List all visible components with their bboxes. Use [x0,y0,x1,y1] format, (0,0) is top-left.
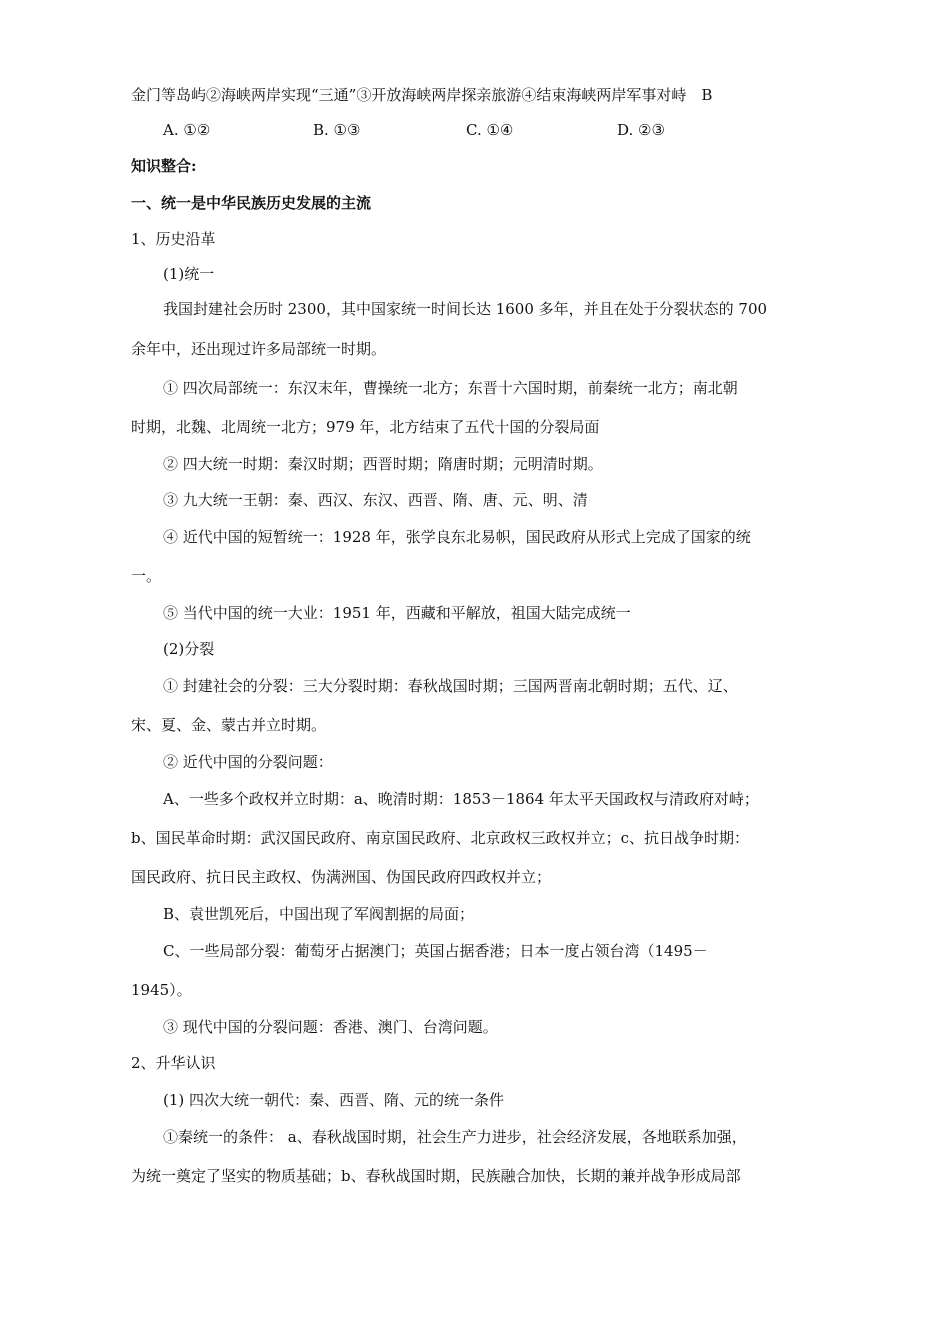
list-item-division-2: ② 近代中国的分裂问题： [163,753,333,771]
list-item-unity-3: ③ 九大统一王朝：秦、西汉、东汉、西晋、隋、唐、元、明、清 [163,491,588,509]
subheading-four-dynasties: (1) 四次大统一朝代：秦、西晋、隋、元的统一条件 [163,1091,505,1109]
list-item-qin-conditions-cont: 为统一奠定了坚实的物质基础；b、春秋战国时期，民族融合加快，长期的兼并战争形成局部 [131,1167,741,1185]
list-item-division-c: C、一些局部分裂：葡萄牙占据澳门；英国占据香港；日本一度占领台湾（1495－ [163,942,708,960]
subheading-unity: (1)统一 [163,265,215,283]
list-item-unity-5: ⑤ 当代中国的统一大业：1951 年，西藏和平解放，祖国大陆完成统一 [163,604,631,622]
paragraph-line: 余年中，还出现过许多局部统一时期。 [131,340,387,358]
list-item-unity-4-cont: 一。 [131,567,162,585]
subheading-insight: 2、升华认识 [131,1054,216,1072]
list-item-division-a: A、一些多个政权并立时期：a、晚清时期：1853－1864 年太平天国政权与清政府对峙； [163,790,759,808]
list-item-division-a-cont: b、国民革命时期：武汉国民政府、南京国民政府、北京政权三政权并立；c、抗日战争时期： [131,829,750,847]
list-item-unity-1: ① 四次局部统一：东汉末年，曹操统一北方；东晋十六国时期，前秦统一北方；南北朝 [163,379,738,397]
list-item-division-3: ③ 现代中国的分裂问题：香港、澳门、台湾问题。 [163,1018,498,1036]
heading-section-1: 一、统一是中华民族历史发展的主流 [131,194,372,212]
list-item-division-1: ① 封建社会的分裂：三大分裂时期：春秋战国时期；三国两晋南北朝时期；五代、辽、 [163,677,738,695]
option-a: A. ①② [163,121,211,139]
list-item-division-a-cont: 国民政府、抗日民主政权、伪满洲国、伪国民政府四政权并立； [131,868,552,886]
list-item-unity-2: ② 四大统一时期：秦汉时期；西晋时期；隋唐时期；元明清时期。 [163,455,603,473]
option-b: B. ①③ [313,121,361,139]
heading-knowledge: 知识整合: [131,157,197,175]
option-c: C. ①④ [466,121,514,139]
list-item-qin-conditions: ①秦统一的条件： a、春秋战国时期，社会生产力进步，社会经济发展，各地联系加强， [163,1128,747,1146]
list-item-division-b: B、袁世凯死后，中国出现了军阀割据的局面； [163,905,475,923]
list-item-unity-1-cont: 时期，北魏、北周统一北方；979 年，北方结束了五代十国的分裂局面 [131,418,600,436]
subheading-division: (2)分裂 [163,640,215,658]
list-item-unity-4: ④ 近代中国的短暂统一：1928 年，张学良东北易帜，国民政府从形式上完成了国家的统 [163,528,751,546]
question-tail: 金门等岛屿②海峡两岸实现“三通”③开放海峡两岸探亲旅游④结束海峡两岸军事对峙 B [131,86,713,104]
subheading-history: 1、历史沿革 [131,230,216,248]
paragraph-line: 我国封建社会历时 2300，其中国家统一时间长达 1600 多年，并且在处于分裂状态的 700 [163,300,768,318]
list-item-division-c-cont: 1945）。 [131,981,192,999]
option-d: D. ②③ [617,121,665,139]
list-item-division-1-cont: 宋、夏、金、蒙古并立时期。 [131,716,327,734]
